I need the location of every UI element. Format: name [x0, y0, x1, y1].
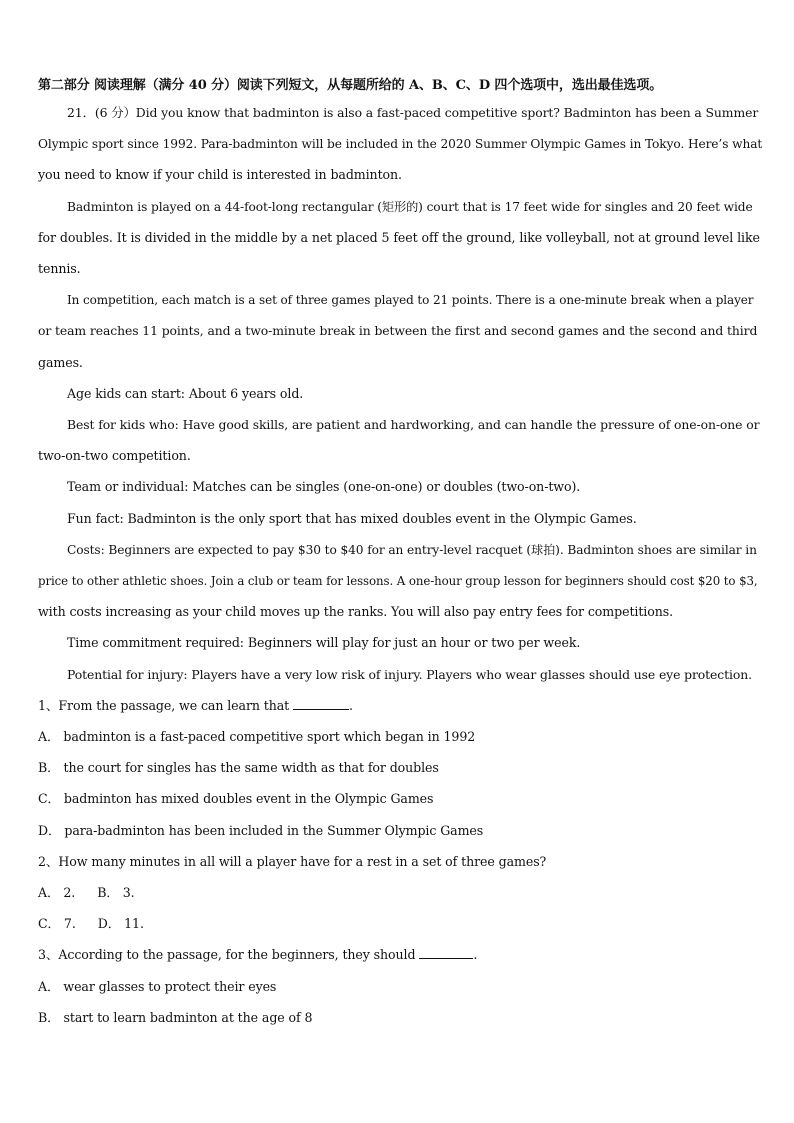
answer-blank — [419, 947, 473, 959]
passage-line: for doubles. It is divided in the middle by a net placed 5 feet off the ground, like volleyball, not at ground level like — [38, 230, 760, 245]
info-best-for-cont: two-on-two competition. — [38, 448, 191, 463]
option-b: B． 3. — [97, 885, 135, 900]
option-c: C． badminton has mixed doubles event in the Olympic Games — [38, 791, 434, 806]
info-costs-cont: with costs increasing as your child moves up the ranks. You will also pay entry fees for competitions. — [38, 604, 673, 619]
question-2-stem: 2、How many minutes in all will a player have for a rest in a set of three games? — [38, 854, 547, 869]
question-stem-text: 1、From the passage, we can learn that — [38, 698, 290, 713]
option-b: B． the court for singles has the same width as that for doubles — [38, 760, 439, 775]
question-3-stem — [38, 947, 762, 963]
info-team: Team or individual: Matches can be singles (one-on-one) or doubles (two-on-two). — [67, 479, 581, 494]
passage-line: In competition, each match is a set of three games played to 21 points. There is a one-minute break when a player — [67, 293, 754, 307]
info-best-for: Best for kids who: Have good skills, are patient and hardworking, and can handle the pressure of one-on-one or — [67, 417, 760, 432]
option-b: B． start to learn badminton at the age of 8 — [38, 1010, 313, 1025]
info-age: Age kids can start: About 6 years old. — [67, 386, 304, 401]
option-row — [38, 916, 762, 932]
info-time: Time commitment required: Beginners will play for just an hour or two per week. — [67, 635, 581, 650]
info-costs: Costs: Beginners are expected to pay $30 to $40 for an entry-level racquet (球拍). Badminton shoes are similar in — [67, 543, 757, 557]
option-d: D． para-badminton has been included in the Summer Olympic Games — [38, 823, 484, 838]
passage-line: or team reaches 11 points, and a two-minute break in between the first and second games and the second and third — [38, 323, 758, 338]
info-fun-fact: Fun fact: Badminton is the only sport that has mixed doubles event in the Olympic Games. — [67, 511, 637, 526]
option-a: A． 2. — [38, 885, 76, 900]
option-row — [38, 885, 762, 901]
answer-blank — [293, 698, 349, 710]
question-stem-text: 3、According to the passage, for the beginners, they should — [38, 947, 416, 962]
option-c: C． 7. — [38, 916, 76, 931]
passage-line: you need to know if your child is interested in badminton. — [38, 167, 402, 182]
passage-line: games. — [38, 355, 83, 370]
option-a: A． wear glasses to protect their eyes — [38, 979, 277, 994]
passage-line: Olympic sport since 1992. Para-badminton will be included in the 2020 Summer Olympic Games in Tokyo. Here’s what — [38, 137, 763, 151]
info-injury: Potential for injury: Players have a very low risk of injury. Players who wear glasses should use eye protection. — [67, 667, 752, 682]
stem-end: . — [349, 698, 353, 713]
section-header: 第二部分 阅读理解（满分 40 分）阅读下列短文，从每题所给的 A、B、C、D 四个选项中，选出最佳选项。 — [38, 78, 663, 93]
info-costs-cont: price to other athletic shoes. Join a club or team for lessons. A one-hour group lesson for beginners should cost $20 to $3, — [38, 574, 758, 588]
stem-end: . — [473, 947, 478, 962]
option-a: A． badminton is a fast-paced competitive sport which began in 1992 — [38, 729, 476, 744]
option-d: D． 11. — [97, 916, 144, 931]
passage-line: 21．(6 分）Did you know that badminton is also a fast-paced competitive sport? Badminton has been a Summer — [67, 105, 759, 120]
passage-line: tennis. — [38, 261, 81, 276]
passage-line: Badminton is played on a 44-foot-long rectangular (矩形的) court that is 17 feet wide for singles and 20 feet wide — [67, 200, 753, 214]
question-1-stem — [38, 698, 762, 714]
